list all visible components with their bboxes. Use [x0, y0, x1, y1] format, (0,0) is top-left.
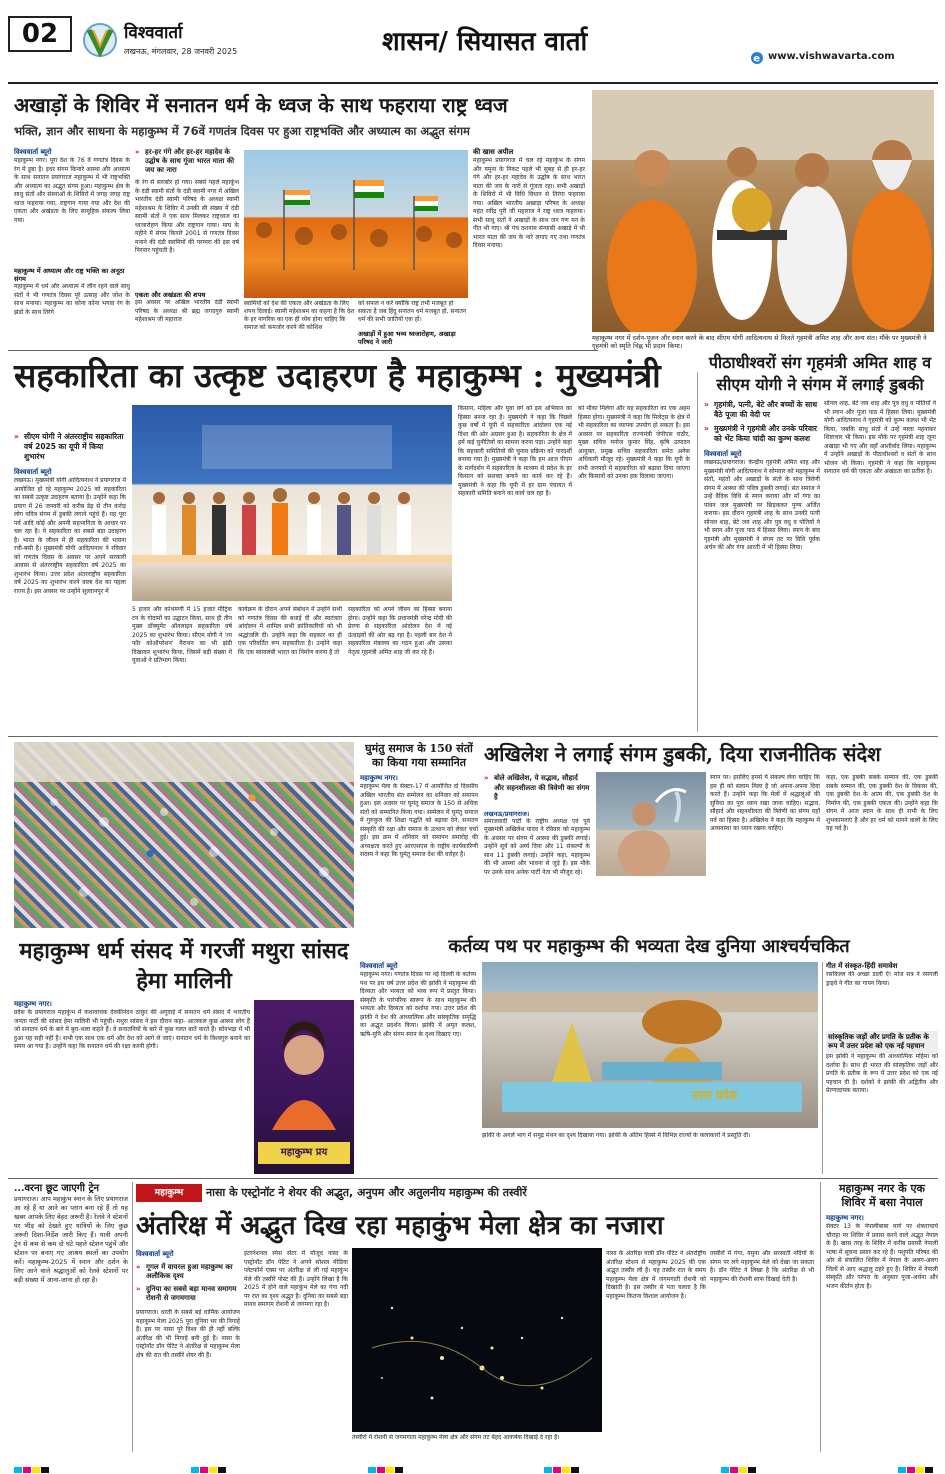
story9 [14, 1182, 128, 1452]
story8-sub1: सांस्कृतिक जड़ों और प्रगति के प्रतीक के रूप में उत्तर प्रदेश को एक नई पहचान [826, 1031, 938, 1053]
story5-col1-extra [596, 880, 706, 930]
story8-col2-text: इस झांकी ने महाकुम्भ की आध्यात्मिक महिमा को दर्शाया है। साथ ही भारत की सांस्कृतिक जड़ों और प्रगति के प्रतीक के रूप में उत्तर प्रदेश को एक नई पहचान दी है। दर्शकों ने झांकी की अद्वितीय और प्रेरणादायक बताया। [826, 1053, 938, 1094]
story5-bullet1: » बोले अखिलेश, ये सद्भाव, सौहार्द और सहनशीलता की त्रिवेणी का संगम है [484, 774, 590, 803]
story3-col1-text: लखनऊ/प्रयागराज। केन्द्रीय गृहमंत्री अमित शाह और मुख्यमंत्री योगी आदित्यनाथ ने सोमवार को महाकुम्भ में संतों, महंतों और अखाड़ों के संतों के साथ त्रिवेणी संगम में आस्था की पवित्र डुबकी लगाई। संत समाज ने उन्हें वैदिक विधि से स्नान कराया और माँ गंगा का पावन जल मुख्यमंत्री पर छिड़ककर पुण्य अर्जित कराया। इस दौरान गृहमंत्री शाह के साथ उनकी पत्नी सोनल शाह, बेटे जय शाह और पुत्र वधु व पोतियों ने भी स्नान और पूजा पाठ में हिस्सा लिया। स्नान के बाद गृहमंत्री और मुख्यमंत्री ने संगम तट पर विधि पूर्वक अर्चन की और गंगा आरती में भी हिस्सा लिया। [704, 459, 820, 551]
story10-col1-text: प्रयागराज। धरती के सबसे बड़े धार्मिक आयोजन महाकुम्भ मेला 2025 पूरा दुनिया भर की निगाहें हैं। इस पर नासा पूरे विश्व की ही नहीं बल्कि अंतरिक्ष की भी निगाहें बनी हुई हैं। नासा के एस्ट्रोनॉट डॉन पेटिट ने अंतरिक्ष से महाकुम्भ मेला क्षेत्र की रात की तस्वीरें शेयर की हैं। [136, 1309, 240, 1359]
story2-col6-text: को मौका मिलेगा और यह सहकारिता का एक अहम हिस्सा होगा। मुख्यमंत्री ने कहा कि मिलेट्स के क्षेत्र में भी सहकारिता का व्यापक उपयोग हो सकता है। इस अवसर पर सहकारिता राज्यमंत्री जेपीएस राठौर, मुख्य सचिव मनोज कुमार सिंह, कृषि उत्पादन आयुक्त, प्रमुख सचिव सहकारिता समेत अनेक अधिकारी मौजूद रहे। मुख्यमंत्री ने कहा कि यूपी के सभी जनपदों में सहकारिता को बढ़ावा दिया जाएगा और किसानों को उनका हक दिलाया जाएगा। [578, 405, 690, 480]
internet-explorer-icon [750, 50, 764, 64]
story5-col2-text: स्नान पर। इसलिए हमसे ये संकल्प लेना चाहिए कि हम ही को सलाम मिला है जो अपना-अपना दिया करते हैं। उन्होंने कहा कि मेलों में श्रद्धालुओं की सुविधा का पूरा ध्यान रखा जाना चाहिए। सद्भाव, सौहार्द और सहनशीलता की त्रिवेणी का संगम यहाँ पर्व का हिस्सा है। अखिलेश ने कहा कि महाकुम्भ में अव्यवस्था का ध्यान रखना चाहिए। [710, 774, 820, 832]
v-globe-logo [82, 22, 118, 58]
story1-bullet1: » हर-हर गंगे और हर-हर महादेव के उद्घोष के साथ गूंजा भारत माता की जय का नारा [135, 148, 239, 175]
story6-caption: झांकी के अगले भाग में समुद्र मंथन का दृश्य दिखाया गया। झांकी के अंतिम हिस्से में विभिन्न राज्यों के कलाकारों ने प्रस्तुति दी। [482, 1132, 751, 1139]
section-title: शासन/ सियासत वार्ता [382, 27, 588, 57]
story1-col2b-text: इस अवसर पर अखिल भारतीय दंडी स्वामी परिषद के अध्यक्ष श्री ब्रह्म जगदगुरु स्वामी महेशाश्रम जी महाराज [135, 299, 239, 323]
story1-col2 [135, 148, 239, 343]
dateline: लखनऊ, मंगलवार, 28 जनवरी 2025 [124, 47, 238, 56]
story10-col3-text: नासा के अंतरिक्ष यात्री डॉन पेटिट ने अंतर्राष्ट्रीय अंतरिक्ष स्टेशन से महाकुम्भ 2025 की एक अद्भुत तस्वीर ली है। यह तस्वीर रात के समय महाकुम्भ मेला क्षेत्र में जगमगाती रोशनी को दिखाती है। इस तस्वीर से पता चलता है कि महाकुम्भ कितना विशाल आयोजन है। [606, 1250, 706, 1300]
cmyk-marks [14, 1458, 934, 1468]
story2-col3-text: कार्यक्रम के दौरान अपने संबोधन में उन्होंने सभी को गणतंत्र दिवस की बधाई दी और स्वतंत्रता आंदोलन में शामिल सभी क्रांतिकारियों को भी श्रद्धांजलि दी। उन्होंने कहा कि सहकार का ही एक परिवर्तित रूप सहकारिता है। उन्होंने कहा कि एक स्वावलंबी भारत का निर्माण करना है तो [238, 606, 342, 656]
story1-col1 [14, 148, 130, 343]
story5-byline: लखनऊ/प्रयागराज। [484, 809, 530, 818]
photo-akhilesh-bath [596, 772, 706, 876]
story1-photo-caption: स्वामियों को देश की एकता और अखंडता के लिए शपथ दिलाई। स्वामी महेशाश्रम का कहना है कि देश के हर नागरिक का एक ही ध्येय होना चाहिए कि समाज को कमजोर करने की कोशिश [244, 300, 355, 331]
photo-shah-yogi [592, 90, 934, 332]
story8 [826, 962, 938, 1174]
story6-col1 [360, 962, 476, 1174]
story3-byline: विश्ववार्ता ब्यूरो [704, 450, 742, 458]
story7-col1-text: प्रदेश के प्रयागराज महाकुंभ में कथावाचक देवकीनंदन ठाकुर की अगुवाई में सनातन धर्म संसद में भारतीय जनता पार्टी की सांसद हेमा मालिनी भी पहुंचीं। मथुरा सांसद ने इस दौरान कहा- आजकल कुछ आस्था लोग हैं जो सनातन धर्म के बारे में बुरा-भला कहते हैं। वे सनातनियों के बारे में कुछ गलत बातें करते हैं। सोनभद्रा में भी हुआ यह सही नहीं है। सभी एक साथ एक धर्म और देश को आगे ले जाएं। सनातन धर्म के विश्वगुरु बनाने का समय आ गया है। उन्होंने कहा कि सनातन धर्म की रक्षा करनी होगी। [14, 1009, 250, 1050]
story7-byline: महाकुम्भ नगर। [14, 1000, 52, 1008]
story10-col1 [136, 1250, 240, 1452]
story7-headline: महाकुम्भ धर्म संसद में गरजीं मथुरा सांसद हेमा मालिनी [19, 938, 349, 994]
story6-byline: विश्ववार्ता ब्यूरो [360, 962, 398, 970]
story1-col2-text: के रंग से सराबोर हो गया। सबसे पहले महाकुंभ के दंडी स्वामी संतों के दंडी स्वामी नगर में अखिल भारतीय दंडी स्वामी परिषद के अध्यक्ष स्वामी महेशाश्रम के शिविर में उनकी सी संख्या में दंडी स्वामी संतों ने एक साथ मिलकर राष्ट्रध्वज का ध्वजारोहण किया और राष्ट्रगान गाया। माघ के महीने में संगम किनारे 2001 से गणतंत्र दिवस मनाने की दंडी स्वामियों की परम्परा की इस वर्ष निरन्तर पहुंचती है। [135, 179, 239, 254]
story2-col1 [14, 432, 126, 732]
svg-text:e: e [753, 53, 760, 65]
story5-col1-text: समाजवादी पार्टी के राष्ट्रीय अध्यक्ष एवं पूर्व मुख्यमंत्री अखिलेश यादव ने रविवार को महाकुम्भ के अवसर पर संगम में आस्था की डुबकी लगाई। उन्होंने सूर्य को अर्घ्य दिया और 11 संकल्पों के साथ 11 डुबकी लगाई। उन्होंने कहा, महाकुम्भ की भी आस्था और भावना से जुड़े हैं। इस मौके पर उनके साथ अनेक पार्टी नेता भी मौजूद रहे। [484, 817, 590, 876]
story5-headline: अखिलेश ने लगाई संगम डुबकी, दिया राजनीतिक संदेश [484, 742, 881, 766]
story10-bullet1: » गूगल में वायरल हुआ महाकुम्भ का अलौकिक दृश्य [136, 1263, 240, 1281]
masthead-rule [8, 82, 938, 84]
story4-col1 [360, 774, 478, 930]
story3-col1 [704, 400, 820, 732]
story2-headline: सहकारिता का उत्कृष्ट उदाहरण है महाकुम्भ : मुख्यमंत्री [14, 356, 661, 395]
story2-col2-text: 5 हजार और कोथमणी में 15 हजार मीट्रिक टन के गोदामों का उद्घाटन किया, साथ ही तीन मुख्य डॉक्यूमेंट ऑनलाइन सहकारिता वर्ष 2025 का शुभारंभ किया। सीएम योगी ने 'रन फॉर कोऑपरेशन' मैराथन का भी झंडी दिखाकर शुभारंभ किया, जिसमें बड़ी संख्या में युवाओं ने प्रतिभाग किया। [132, 606, 232, 664]
story4-col1-text: महाकुम्भ मेला के सेक्टर-17 में आयोजित दो दिवसीय अखिल भारतीय संत सम्मेलन का शनिवार को समापन हुआ। इस अवसर पर घुमंतु समाज के 150 से अधिक संतों को सम्मानित किया गया। सम्मेलन में घुमंतु समाज में गुरुकुल की शिक्षा पद्धति को बढ़ावा देने, सनातन संस्कृति की रक्षा और समाज के उत्थान को लेकर चर्चा हुई। इस क्रम में शनिवार को समापन समारोह की अध्यक्षता करते हुए आरएसएस के राष्ट्रीय कार्यकारिणी सदस्य ने कहा कि घुमंतु समाज देश की धरोहर है। [360, 783, 478, 858]
story1-photo-flag-hoisting [244, 150, 468, 298]
website-url[interactable]: www.vishwavarta.com [768, 51, 895, 62]
story1-byline: विश्ववार्ता ब्यूरो [14, 148, 52, 156]
story5-col1 [484, 774, 590, 930]
story2-byline: विश्ववार्ता ब्यूरो [14, 468, 52, 476]
story10-col4-text: तस्वीरों में गंगा, यमुना और सरस्वती नदियों के संगम पर लगे महाकुम्भ मेले को देखा जा सकता है। डॉन पेटिट ने लिखा है कि अंतरिक्ष से भी महाकुम्भ की रोशनी साफ दिखाई देती है। [710, 1250, 814, 1283]
story8-col1-text: रसकिल्ल की अच्छा डाली ऐ! मांज सत्र ने रसगली ड्राइवे ने गीत का गायन किया। [826, 971, 938, 987]
story3-col2-text: सोनल शाह, बेटे जय शाह और पुत्र वधु व पोतियों ने भी स्नान और पूजा पाठ में हिस्सा लिया। मुख्यमंत्री योगी आदित्यनाथ ने गृहमंत्री को कुम्भ कलश भी भेंट किया, जबकि साधु संतों ने उन्हें माला पहनाकर शिष्टाचार भी किया। इस मौके पर गृहमंत्री शाह जूना अखाड़ा भी गए और वहाँ आशीर्वाद लिया। महाकुम्भ में उन्होंने अखाड़ों के पीठाधीश्वरों व संतों के साथ भोजन भी किया। गृहमंत्री ने कहा कि महाकुम्भ सनातन धर्म की एकता और अखंडता का प्रतीक है। [824, 400, 936, 475]
photo-tableau [482, 962, 818, 1128]
story11-col1 [826, 1214, 938, 1452]
story4-headline: घुमंतु समाज के 150 संतों का किया गया सम्मानित [365, 742, 473, 769]
story10-headline: अंतरिक्ष में अद्भुत दिख रहा महाकुंभ मेला क्षेत्र का नजारा [136, 1211, 664, 1241]
masthead [0, 0, 945, 65]
story1-credit: अखाड़ों में हुआ भव्य ध्वजारोहण, अखाड़ा परिषद ने जारी [358, 330, 456, 346]
story1-col3-text: महाकुम्भ प्रयागराज में चल रहे महाकुंभ के संगम और यमुना के निकट पहले भी सुबह से ही हर-हर गंगे और हर-हर महादेव के उद्घोष के साथ भारत माता की जय के नारों से गूंजता रहा। सभी अखाड़ों के शिविरों में भी विधि विधान से तिरंगा फहराया गया। अखिल भारतीय अखाड़ा परिषद के अध्यक्ष महंत रवींद्र पुरी जी महाराज ने राष्ट्र ध्वज फहराया। सभी साधु संतों ने अखाड़ों के साथ जन गण मन के गीत भी गाए। श्री पंच दशनाम संन्यासी अखाड़े में भी भारत माता की जय के नारे लगाए गए तथा गणतंत्र दिवस मनाया। [473, 157, 585, 249]
story10-byline: विश्ववार्ता ब्यूरो [136, 1250, 174, 1258]
story10-strap: नासा के एस्ट्रोनॉट ने शेयर की अद्भुत, अनुपम और अतुलनीय महाकुम्भ की तस्वीरें [206, 1186, 527, 1199]
story3-headline: पीठाधीश्वरों संग गृहमंत्री अमित शाह व सीएम योगी ने संगम में लगाई डुबकी [708, 353, 932, 394]
page-number: 02 [8, 16, 72, 52]
story1-subhead: भक्ति, ज्ञान और साधना के महाकुम्भ में 76वें गणतंत्र दिवस पर हुआ राष्ट्रभक्ति और अध्यात्म का अद्भुत संगम [14, 124, 470, 138]
flag-icon [284, 180, 438, 270]
story1-photo-caption2: को सफल न करें क्योंकि राष्ट्र तभी मजबूत हो सकता है जब हिंदू सनातन धर्म मजबूत हो, सनातन धर्म की सभी जातियों एक हों। [358, 300, 467, 323]
rule [132, 1182, 133, 1452]
story11-headline: महाकुम्भ नगर के एक शिविर में बसा नेपाल [838, 1182, 925, 1209]
story2-col4-text: सहकारिता को अपने जीवन का हिस्सा बनाना होगा। उन्होंने कहा कि प्रधानमंत्री नरेन्द्र मोदी की प्रेरणा से सहकारिता आंदोलन देश में नई ऊंचाइयों की ओर बढ़ रहा है। पहली बार देश में सहकारिता मंत्रालय का गठन हुआ और उसका नेतृत्व गृहमंत्री अमित शाह जी कर रहे हैं। [348, 606, 452, 656]
rule [820, 1182, 821, 1452]
story10-photo-caption: तस्वीरों में रोशनी से जगमगाता महाकुम्भ मेला क्षेत्र और संगम तट बेहद आकर्षक दिखाई दे रहा है। [352, 1434, 560, 1441]
story5-col3-text: कहा, एक डुबकी सबके सम्मान की, एक डुबकी सबके सम्मान की, एक डुबकी देश के विकास की, एक डुबकी देश के आत्म की, एक डुबकी देश के निर्माण की, एक डुबकी एकता की। उन्होंने कहा कि संगम में आज स्नान के साथ ही सभी के लिए शुभकामनाएं हैं और हर धर्म को मानने वालों के लिए यह पर्व है। [826, 774, 938, 832]
paper-name: विश्ववार्ता [124, 23, 183, 43]
story10-kicker: महाकुम्भ [136, 1184, 202, 1202]
story1-sub2: एकता और अखंडता की शपथ [135, 291, 206, 299]
story3-bullet1: » गृहमंत्री, पत्नी, बेटे और बच्चों के साथ बैठे पूजा की वेदी पर [704, 400, 820, 420]
story2-bullet1: » सीएम योगी ने अंतरराष्ट्रीय सहकारिता वर्ष 2025 का यूपी में किया शुभारंभ [14, 432, 126, 462]
story1-col1b-text: महाकुम्भ में धर्म और अध्यात्म में लीन रहने वाले साधु संतों ने भी गणतंत्र दिवस पूरे उत्साह और जोश के साथ मनाया। महाकुम्भ का कोना कोना भगवा रंग के झंडों के साथ तिरंगे [14, 283, 130, 316]
story9-col1-text: प्रयागराज। आप महाकुंभ स्नान के लिए प्रयागराज आ रहे हैं या आने का प्लान बना रहे हैं तो यह खबर आपके लिए बेहद जरूरी है। रेलवे ने स्टेशनों पर भीड़ को देखते हुए यात्रियों के लिए कुछ जरूरी दिशा-निर्देश जारी किए हैं। यात्री अपनी ट्रेन से कम से कम दो घंटे पहले स्टेशन पहुंचें और स्टेशन पर बनाए गए आश्रय स्थलों का उपयोग करें। महाकुम्भ-2025 में स्नान और दर्शन के लिए आने वाले श्रद्धालुओं को रेलवे स्टेशनों पर बड़ी संख्या में आना-जाना हो रहा है। [14, 1195, 128, 1284]
story8-heading: गीत में संस्कृत-हिंदी समावेश [826, 962, 898, 970]
story7-col1 [14, 1000, 250, 1174]
photo-space-night [352, 1248, 602, 1432]
story10-bullet2: » दुनिया का सबसे बड़ा मानव समागम रोशनी से जगमगाया [136, 1285, 240, 1303]
story2-col5-text: किसान, महिला और युवा वर्ग को इस अभियान का हिस्सा बनना रहा है। मुख्यमंत्री ने कहा कि पिछले कुछ वर्षों में यूपी में सहकारिता आंदोलन एक नई दिशा की ओर अग्रसर हुआ है। सहकारिता के क्षेत्र में हमें कई चुनौतियों का सामना करना पड़ा। उन्होंने कहा कि सहकारी समितियों की चुनाव प्रक्रिया को पारदर्शी बनाया गया है। मुख्यमंत्री ने कहा कि हम आज पीएम के मार्गदर्शन में सहकारिता के माध्यम से प्रदेश के हर किसान को सशक्त बनाने का कार्य कर रहे हैं। मुख्यमंत्री ने कहा कि यूपी में हर ग्राम पंचायत में सहकारी समिति बनाने का कार्य चल रहा है। [458, 405, 572, 497]
story1-col3-heading: की खास अपील [473, 148, 514, 156]
story1-col1-text: महाकुम्भ नगर। पूरा देश के 76 वें गणतंत्र दिवस के रंग में डूबा है। इधर संगम किनारे आस्था और अध्यात्म के साथ सनातन प्रयागराज महाकुम्भ में भी राष्ट्रभक्ति और अध्यात्म का अद्भुत संगम हुआ। महाकुम्भ क्षेत्र के साधु संतों और संस्थाओं के शिविरों में जगह जगह राष्ट्र ध्वज फहराया गया, राष्ट्रगान गाया गया और देश की एकता और अखंडता के लिए सामूहिक संकल्प लिया गया। [14, 157, 130, 224]
story4-byline: महाकुम्भ नगर। [360, 774, 398, 782]
story1-headline: अखाड़ों के शिविर में सनातन धर्म के ध्वज के साथ फहराया राष्ट्र ध्वज [14, 93, 508, 117]
story9-heading: ...वरना छूट जाएगी ट्रेन [14, 1183, 100, 1194]
float-label: उत्तर प्रदेश [692, 1088, 738, 1102]
story2-col1-text: लखनऊ। मुख्यमंत्री योगी आदित्यनाथ ने प्रयागराज में आयोजित हो रहे महाकुम्भ 2025 को सहकारिता का सबसे उत्कृष्ट उदाहरण बताया है। उन्होंने कहा कि प्रयाग में 26 जनवरी को करीब डेढ़ से तीन करोड़ लोग पवित्र संगम में डुबकी लगाने पहुंचे हैं। यह पूरा पर्व आदि कोई और अपनी सहभागिता के आधार पर चल रहा है। ये सहकारिता का सबसे बड़ा उदाहरण है। भारत के जीवन में ही सहकारिता की भावना रची-बसी है। मुख्यमंत्री योगी आदित्यनाथ ने रविवार को गणतंत्र दिवस के अवसर पर अपने सरकारी आवास से अंतरराष्ट्रीय सहकारिता वर्ष 2025 का शुभारंभ किया। उत्तर प्रदेश अंतरराष्ट्रीय सहकारिता वर्ष 2025 का शुभारंभ करने वाला देश का पहला राज्य है। इस अवसर पर उन्होंने सुल्तानपुर में [14, 477, 126, 595]
banner-text: महाकुम्भ प्रय [258, 1142, 350, 1164]
story6-col1-text: महाकुम्भ नगर। गणतंत्र दिवस पर नई दिल्ली के कर्तव्य पथ पर इस वर्ष उत्तर प्रदेश की झांकी ने महाकुम्भ की दिव्यता और भव्यता को भव्य रूप में प्रस्तुत किया। संस्कृति के पारंपरिक स्वरूप के साथ महाकुम्भ की भव्यता और दिव्यता को दर्शाया गया। उत्तर प्रदेश की झांकी ने देश की आध्यात्मिक और सांस्कृतिक समृद्धि का अद्भुत प्रदर्शन किया। झांकी में अमृत कलश, ऋषि-मुनि और संगम स्नान के दृश्य दिखाए गए। [360, 971, 476, 1038]
story1-sub1: महाकुम्भ में अध्यात्म और राष्ट्र भक्ति का अनूठा संगम [14, 267, 125, 283]
photo-crowd [14, 742, 354, 928]
photo-shah-yogi-caption: महाकुम्भ नगर में दर्शन-पूजन और स्नान करने के बाद सीएम योगी आदित्यनाथ से मिलते गृहमंत्री अमित शाह और अन्य संत। मौके पर मुख्यमंत्री ने गृहमंत्री को स्मृति चिह्न भी प्रदान किया। [592, 334, 927, 350]
story11-byline: महाकुम्भ नगर। [826, 1214, 864, 1222]
story3-bullet2: » मुख्यमंत्री ने गृहमंत्री और उनके परिवार को भेंट किया चांदी का कुम्भ कलश [704, 424, 820, 444]
rule [8, 1178, 938, 1179]
story1-col3 [473, 148, 585, 343]
rule [8, 350, 598, 351]
photo-hema-malini [254, 1000, 354, 1174]
story11-col1-text: सेक्टर 13 के नेपालीबाबा मार्ग पर शंकराचार्य चौराहा पर शिविर में प्रवास करने वाले अद्भुत नेपाल के हैं। खास तरह के शिविर में करीब प्रवासी नेपाली भाषा में सूचना प्रसार कर रहे हैं। पशुपति परिषद की ओर से संचालित शिविर में नेपाल के अलग-अलग जिलों से आए श्रद्धालु ठहरे हुए हैं। शिविर में नेपाली संस्कृति और परंपरा के अनुसार पूजा-अर्चना और भजन कीर्तन होता है। [826, 1223, 938, 1290]
rule [8, 736, 938, 737]
story2-photo-stage [132, 405, 452, 601]
story6-headline: कर्तव्य पथ पर महाकुम्भ की भव्यता देख दुनिया आश्चर्यचकित [448, 936, 850, 957]
rule [822, 962, 823, 1174]
rule [697, 372, 698, 732]
story10-col2-text: इंटरनेशनल स्पेस सेंटर में मौजूद नासा के एस्ट्रोनॉट डॉन पेटिट ने अपने सोशल मीडिया प्लेटफॉर्म एक्स पर अंतरिक्ष से ली गई महाकुंभ मेले की तस्वीरें पोस्ट की हैं। उन्होंने लिखा है कि 2025 में होने वाले महाकुंभ मेले का गंगा नदी पर रात का दृश्य अद्भुत है। दुनिया का सबसे बड़ा मानव समागम रोशनी से जगमगा रहा है। [244, 1250, 348, 1308]
